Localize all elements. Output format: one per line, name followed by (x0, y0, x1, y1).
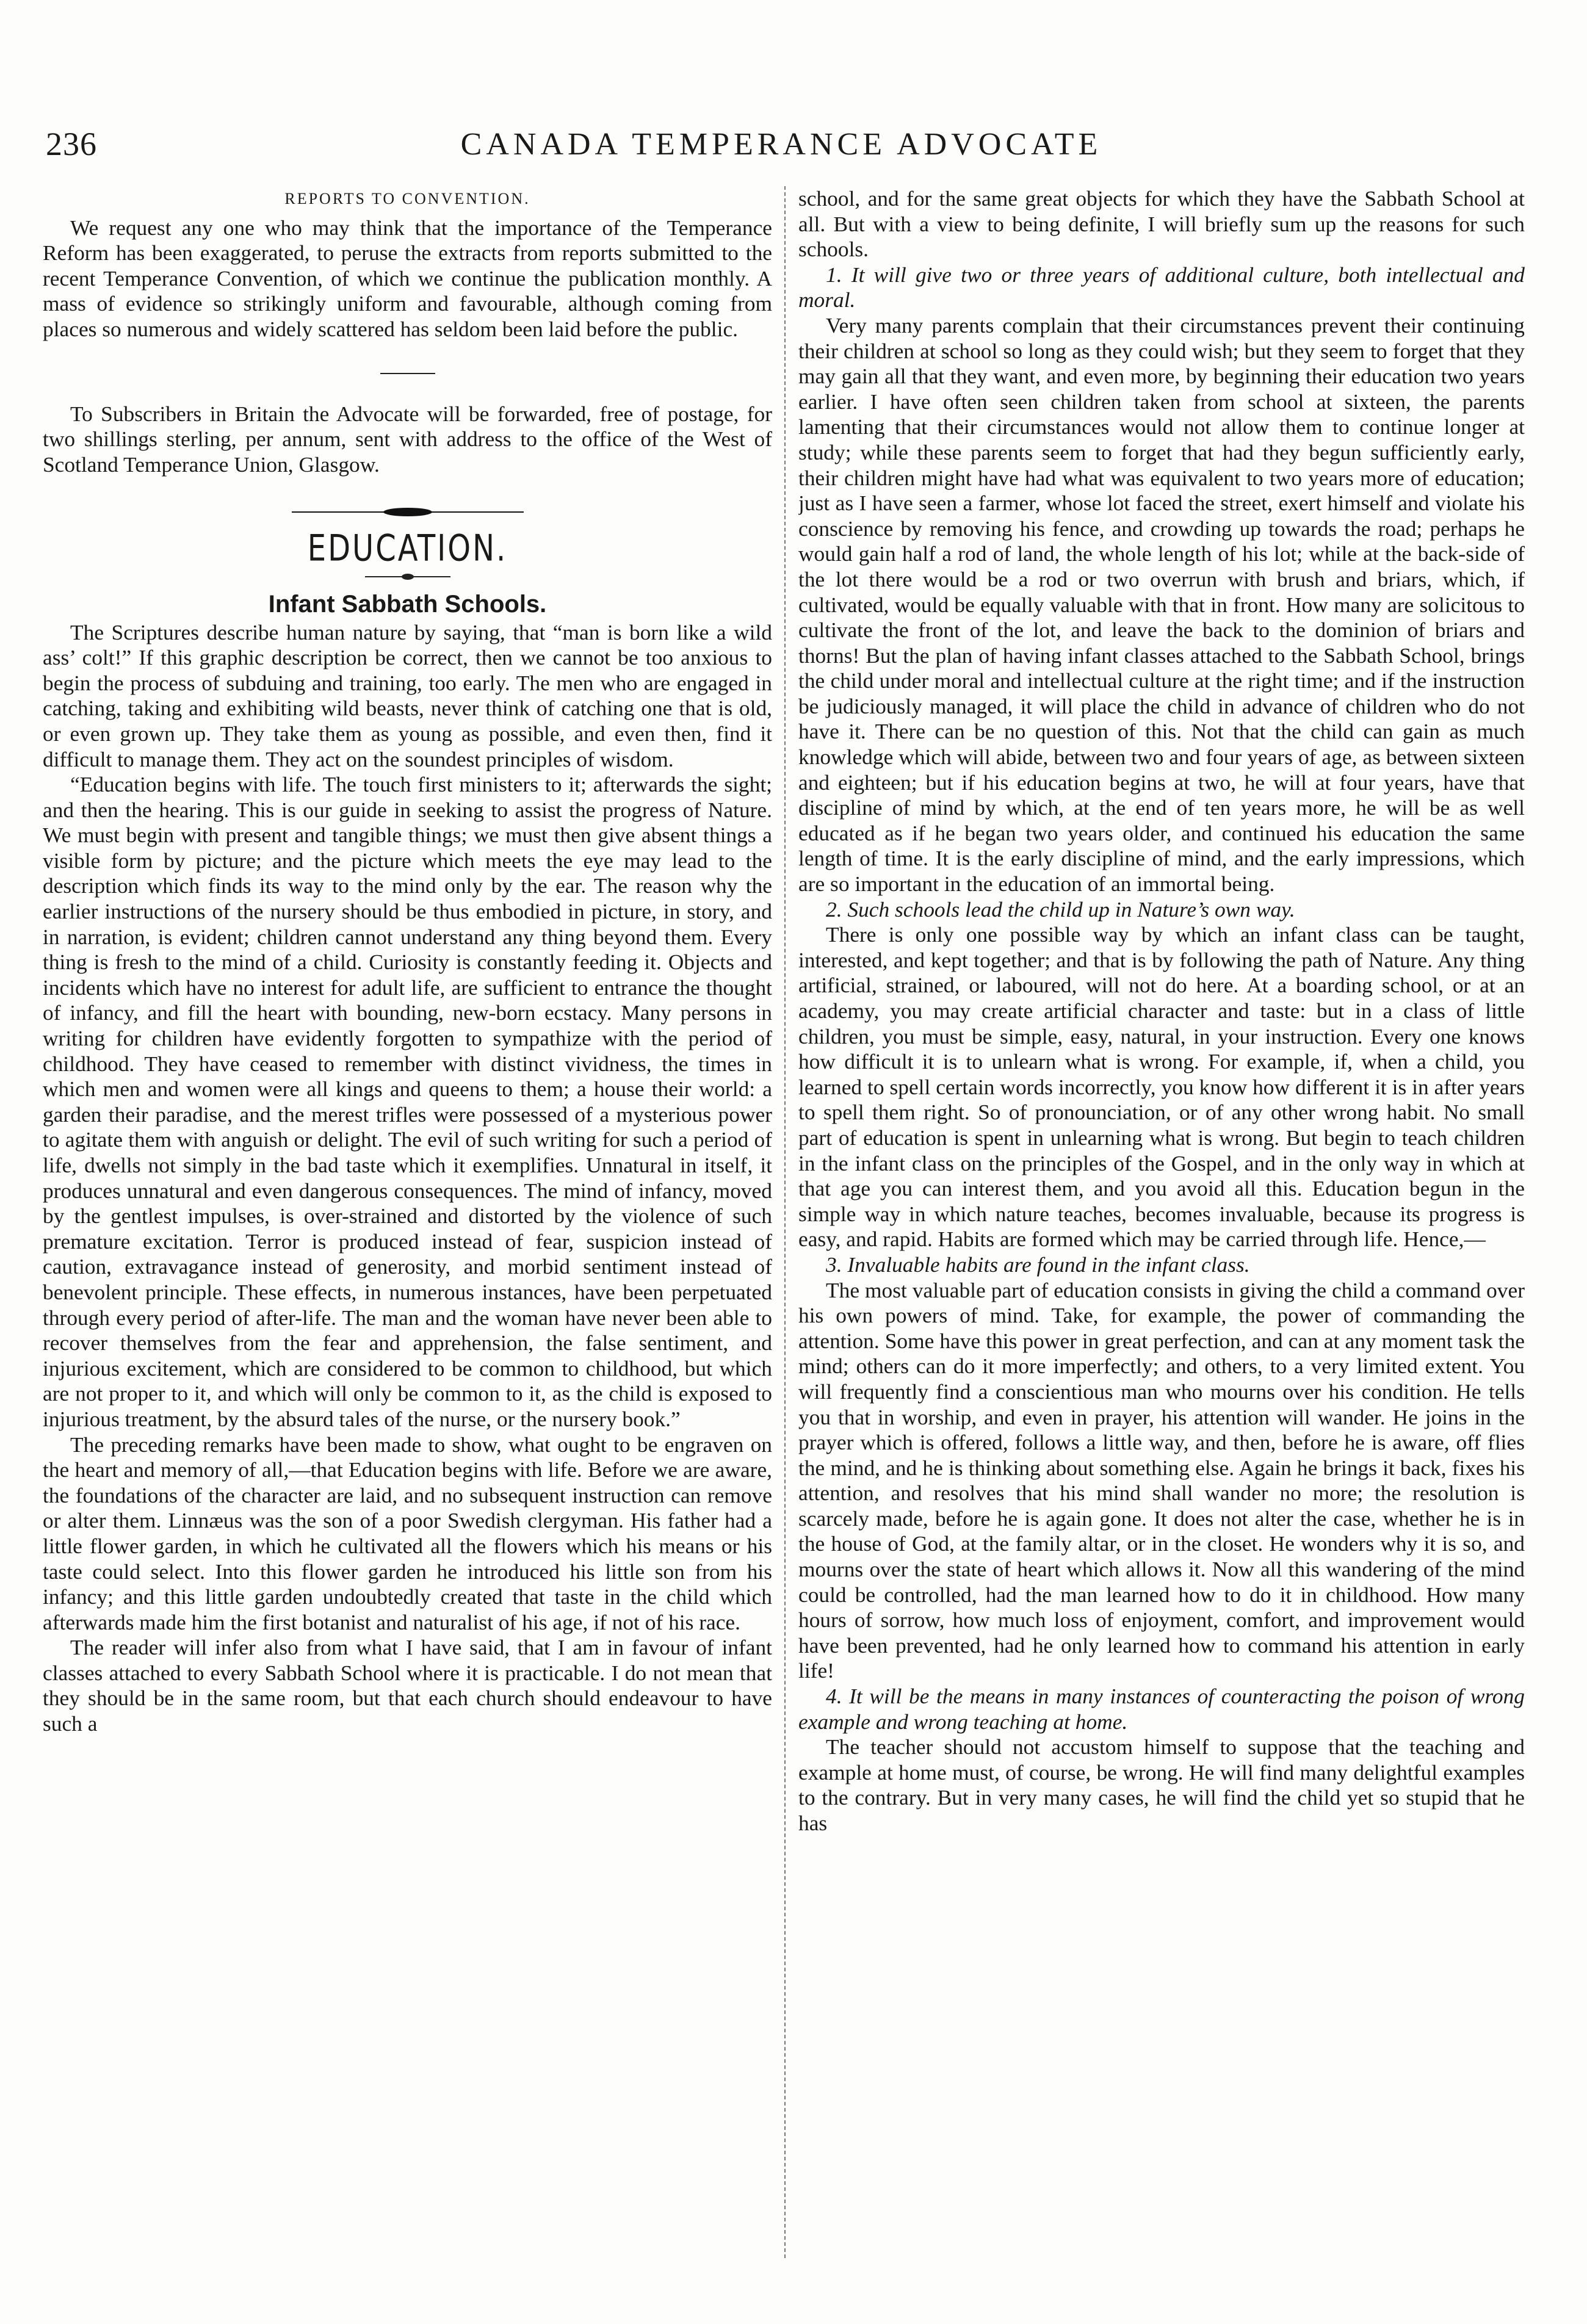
divider-rule (380, 373, 435, 374)
point-3-text: The most valuable part of education consists in giving the child a command over his own powers of mind. Take, for example, the power of commanding the attention. Some have this power in great perfection, and can at any moment task the mind; others can do it more imperfectly; and others, to a very limited extent. You will frequently find a conscientious man who mourns over his condition. He tells you that in worship, and even in prayer, his attention will wander. He joins in the prayer which is offered, follows a little way, and then, before he is aware, off flies the mind, and he is thinking about something else. Again he brings it back, fixes his attention, and resolves that his mind shall wander no more; the resolution is scarcely made, before he is again gone. It does not alter the case, whether he is in the house of God, at the family altar, or in the closet. He wonders why it is so, and mourns over the state of heart which allows it. Now all this wandering of the mind could be controlled, had the man learned how to do it in childhood. How many hours of sorrow, how much loss of enjoyment, comfort, and improvement would have been prevented, had he only learned how to command his attention in early life! (798, 1277, 1525, 1683)
reports-heading: REPORTS TO CONVENTION. (284, 190, 530, 208)
point-3-heading: 3. Invaluable habits are found in the infant class. (826, 1252, 1250, 1277)
journal-title: CANADA TEMPERANCE ADVOCATE (460, 127, 1102, 162)
column-separator (784, 186, 786, 2258)
point-1-text: Very many parents complain that their circumstances prevent their continuing their children at school so long as they could wish; but they seem to forget that they may gain all that they want, and even more, by beginning their education two years earlier. I have often seen children taken from school at sixteen, the parents lamenting that their circumstances would not allow them to continue longer at study; while these parents seem to forget that had they begun sufficiently early, their children might have had what was equivalent to two years more of education; just as I have seen a farmer, whose lot faced the street, exert himself and violate his conscience by removing his fence, and crowding up towards the road; perhaps he would gain half a rod of land, the whole length of his lot; while at the back-side of the lot there would be a rod or two overrun with brush and briars, which, if cultivated, would be equally valuable with that in front. How many are solicitous to cultivate the front of the lot, and leave the back to the dominion of briars and thorns! But the plan of having infant classes attached to the Sabbath School, brings the child under moral and intellectual culture at the right time; and if the instruction be judiciously managed, it will place the child in advance of children who do not have it. There can be no question of this. Not that the child can gain as much knowledge which will abide, between two and four years of age, as between sixteen and eighteen; but if his education begins at two, he will at four years, have that discipline of mind by which, at the end of ten years more, he will be as well educated as if he began two years older, and continued his education the same length of time. It is the early discipline of mind, and the early impressions, which are so important in the education of an immortal being. (798, 312, 1525, 897)
point-2-text: There is only one possible way by which an infant class can be taught, interested, and kept together; and that is by following the path of Nature. Any thing artificial, strained, or laboured, will not do here. At a boarding school, or at an academy, you may create artificial character and taste: but in a class of little children, you must be simple, easy, natural, in your instruction. Every one knows how difficult it is to unlearn what is wrong. For example, if, when a child, you learned to spell certain words incorrectly, you know how different it is in after years to spell them right. So of pronounciation, or of any other wrong habit. No small part of education is spent in unlearning what is wrong. But begin to teach children in the infant class on the principles of the Gospel, and in the only way in which at that age you can interest them, and you avoid all this. Education begun in the simple way in which nature teaches, becomes invaluable, because its progress is easy, and rapid. Habits are formed which may be carried through life. Hence,— (798, 922, 1525, 1252)
page-number: 236 (46, 126, 97, 162)
paragraph-1: The Scriptures describe human nature by saying, that “man is born like a wild ass’ colt!” If this graphic description be correct, then we cannot be too anxious to begin the process of subduing and training, too early. The men who are engaged in catching, taking and exhibiting wild beasts, never think of catching one that is old, or even grown up. They take them as young as possible, and even then, find it difficult to manage them. They act on the soundest principles of wisdom. (43, 619, 772, 771)
ornamental-divider (292, 508, 524, 516)
point-1-heading: 1. It will give two or three years of additional culture, both intellectual and moral. (798, 262, 1525, 312)
small-ornament-divider (365, 576, 450, 577)
right-column (798, 186, 1525, 2261)
subscribers-paragraph: To Subscribers in Britain the Advocate will be forwarded, free of postage, for two shillings sterling, per annum, sent with address to the office of the West of Scotland Temperance Union, Glasgow. (43, 401, 772, 477)
page-header (46, 125, 1517, 168)
reports-paragraph: We request any one who may think that the importance of the Temperance Reform has been exaggerated, to peruse the extracts from reports submitted to the recent Temperance Convention, of which we continue the publication monthly. A mass of evidence so strikingly uniform and favourable, although coming from places so numerous and widely scattered has seldom been laid before the public. (43, 215, 772, 341)
point-4-text: The teacher should not accustom himself to suppose that the teaching and example at home must, of course, be wrong. He will find many delightful examples to the contrary. But in very many cases, he will find the child yet so stupid that he has (798, 1734, 1525, 1835)
subsection-title: Infant Sabbath Schools. (268, 590, 547, 618)
left-column (43, 186, 772, 2261)
paragraph-2: “Education begins with life. The touch first ministers to it; afterwards the sight; and then the hearing. This is our guide in seeking to assist the progress of Nature. We must begin with present and tangible things; we must then give absent things a visible form by picture; and the picture which meets the eye may lead to the description which finds its way to the mind only by the ear. The reason why the earlier instructions of the nursery should be thus embodied in picture, in story, and in narration, is evident; children cannot understand any thing beyond them. Every thing is fresh to the mind of a child. Curiosity is constantly feeding it. Objects and incidents which have no interest for adult life, are sufficient to entrance the thought of infancy, and fill the heart with bounding, new-born ecstacy. Many persons in writing for children have evidently forgotten to sympathize with the period of childhood. They have ceased to remember with distinct vividness, the times in which men and women were all kings and queens to them; a house their world: a garden their paradise, and the merest trifles were possessed of a mysterious power to agitate them with anguish or delight. The evil of such writing for such a period of life, dwells not simply in the bad taste which it exemplifies. Unnatural in itself, it produces unnatural and even dangerous consequences. The mind of infancy, moved by the gentlest impulses, is over-strained and distorted by the violence of such premature excitation. Terror is produced instead of fear, suspicion instead of caution, extravagance instead of generosity, and morbid sentiment instead of benevolent principle. These effects, in numerous instances, have been perpetuated through every period of after-life. The man and the woman have never been able to recover themselves from the fear and apprehension, the false sentiment, and injurious excitement, which are considered to be common to childhood, but which are not proper to it, and which will only be common to it, as the child is exposed to injurious treatment, by the absurd tales of the nurse, or the nursery book.” (43, 772, 772, 1431)
point-4-heading: 4. It will be the means in many instances of counteracting the poison of wrong example and wrong teaching at home. (798, 1684, 1525, 1734)
paragraph-4: The reader will infer also from what I have said, that I am in favour of infant classes attached to every Sabbath School where it is practicable. I do not mean that they should be in the same room, but that each church should endeavour to have such a (43, 1635, 772, 1736)
section-title-education: EDUCATION. (307, 527, 508, 570)
paragraph-3: The preceding remarks have been made to show, what ought to be engraven on the heart and memory of all,—that Education begins with life. Before we are aware, the foundations of the character are laid, and no subsequent instruction can remove or alter them. Linnæus was the son of a poor Swedish clergyman. His father had a little flower garden, in which he cultivated all the flowers which his means or his taste could select. Into this flower garden he introduced his little son from his infancy; and this little garden undoubtedly created that taste in the child which afterwards made him the first botanist and naturalist of his age, if not of his race. (43, 1432, 772, 1634)
continued-paragraph: school, and for the same great objects for which they have the Sabbath School at all. But with a view to being definite, I will briefly sum up the reasons for such schools. (798, 186, 1525, 262)
point-2-heading: 2. Such schools lead the child up in Nature’s own way. (826, 897, 1295, 922)
